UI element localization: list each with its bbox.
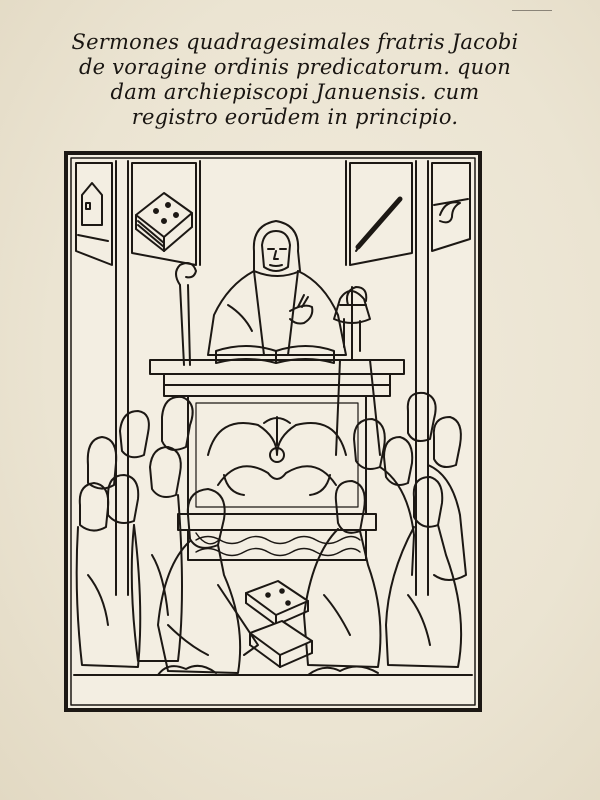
window-right bbox=[432, 163, 470, 251]
pen-niche-right bbox=[350, 163, 412, 265]
title-block bbox=[40, 30, 550, 130]
woodcut-drawing bbox=[68, 155, 478, 708]
pencil-mark bbox=[512, 10, 552, 11]
book-niche-left bbox=[132, 163, 196, 265]
title-line-4: registro eorūdem in principio. bbox=[131, 105, 459, 129]
title-line-2: de voragine ordinis predicatorum. quon bbox=[79, 55, 511, 79]
preacher bbox=[208, 221, 346, 355]
audience-left bbox=[77, 397, 258, 673]
pulpit bbox=[150, 360, 404, 560]
woodcut-illustration bbox=[64, 151, 482, 712]
crozier-left bbox=[176, 263, 196, 365]
floor-books bbox=[246, 581, 312, 667]
window-left bbox=[76, 163, 112, 265]
title-line-1: Sermones quadragesimales fratris Jacobi bbox=[71, 30, 519, 54]
title-line-3: dam archiepiscopi Januensis. cum bbox=[110, 80, 480, 104]
